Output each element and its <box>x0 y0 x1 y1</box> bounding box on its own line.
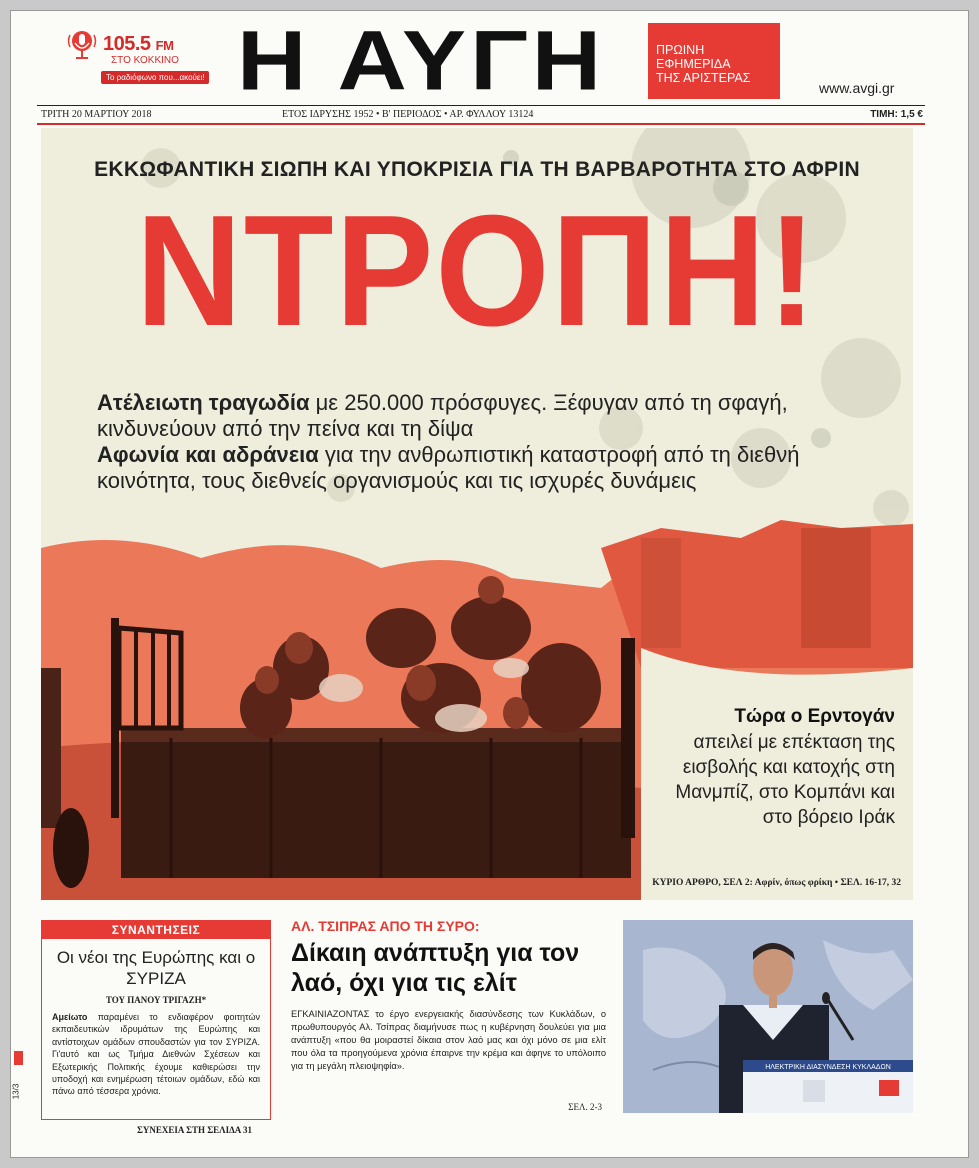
column-lead-word: Αμείωτο <box>52 1012 88 1022</box>
story-text: ΕΓΚΑΙΝΙΑΖΟΝΤΑΣ το έργο ενεργειακής διασύνδεσης των Κυκλάδων, ο πρωθυπουργός Αλ. Τσίπρας διαμήνυσε πως η κυβέρνηση δουλεύει για μια ανάπτυξη «που θα μοιραστεί δίκαια στον λαό μας και όχι μόνο σε μια ελίτ που όλα τα προηγούμενα χρόνια έπαιρνε την κρέμα και άφηνε το υπόλοιπο για τη μεγάλη πλειοψηφία». <box>291 1009 606 1071</box>
issue-date: ΤΡΙΤΗ 20 ΜΑΡΤΙΟΥ 2018 <box>41 109 152 120</box>
hero-lede <box>97 390 877 494</box>
microphone-icon <box>67 29 97 63</box>
newspaper-front-page <box>10 10 969 1158</box>
opinion-column[interactable] <box>41 920 271 1135</box>
tagline-line: ΕΦΗΜΕΡΙΔΑ <box>656 57 731 71</box>
hero-story[interactable] <box>41 128 913 900</box>
story-title[interactable]: Δίκαιη ανάπτυξη για τον λαό, όχι για τις ελίτ <box>291 939 580 997</box>
issue-info: ΕΤΟΣ ΙΔΡΥΣΗΣ 1952 • Β' ΠΕΡΙΟΔΟΣ • ΑΡ. ΦΥΛΛΟΥ 13124 <box>282 109 534 120</box>
hero-side-text: απειλεί με επέκταση της εισβολής και κατοχής στη Μανμπίζ, στο Κομπάνι και στο βόρειο Ιράκ <box>675 732 895 828</box>
side-mark-bar <box>14 1051 23 1065</box>
dateline-bar <box>37 105 925 125</box>
hero-kicker: ΕΚΚΩΦΑΝΤΙΚΗ ΣΙΩΠΗ ΚΑΙ ΥΠΟΚΡΙΣΙΑ ΓΙΑ ΤΗ ΒΑΡΒΑΡΟΤΗΤΑ ΣΤΟ ΑΦΡΙΝ <box>94 158 860 181</box>
newspaper-logo[interactable]: Η ΑΥΓΗ <box>237 13 606 108</box>
hero-side-title: Τώρα ο Ερντογάν <box>734 706 895 727</box>
tagline-box <box>648 23 780 99</box>
page-side-mark <box>11 1051 23 1111</box>
tagline-line: ΤΗΣ ΑΡΙΣΤΕΡΑΣ <box>656 71 751 85</box>
column-text <box>42 1005 270 1098</box>
tagline-line: ΠΡΩΙΝΗ <box>656 43 705 57</box>
column-byline: ΤΟΥ ΠΑΝΟΥ ΤΡΙΓΑΖΗ* <box>105 995 207 1005</box>
radio-promo[interactable] <box>67 27 217 87</box>
radio-station-name: ΣΤΟ ΚΟΚΚΙΝΟ <box>111 55 179 66</box>
hero-page-references[interactable]: ΚΥΡΙΟ ΑΡΘΡΟ, ΣΕΛ 2: Αφρίν, όπως φρίκη • ΣΕΛ. 16-17, 32 <box>652 878 901 888</box>
lede-text-2: για την ανθρωπιστική καταστροφή από τη διεθνή κοινότητα, τους διεθνείς οργανισμούς και τις ισχυρές δυνάμεις <box>97 442 800 493</box>
website-link[interactable]: www.avgi.gr <box>819 80 895 96</box>
tsipras-story[interactable] <box>291 918 606 1123</box>
lede-text-1: με 250.000 πρόσφυγες. Ξέφυγαν από τη σφαγή, κινδυνεύουν από την πείνα και τη δίψα <box>97 390 788 441</box>
story-kicker: ΑΛ. ΤΣΙΠΡΑΣ ΑΠΟ ΤΗ ΣΥΡΟ: <box>291 918 480 934</box>
lede-bold-1: Ατέλειωτη τραγωδία <box>97 390 310 415</box>
radio-slogan: Το ραδιόφωνο που...ακούει! <box>101 71 209 84</box>
story-page-reference[interactable]: ΣΕΛ. 2-3 <box>568 1102 602 1112</box>
continued-note[interactable]: ΣΥΝΕΧΕΙΑ ΣΤΗ ΣΕΛΙΔΑ 31 <box>136 1125 252 1135</box>
hero-headline[interactable]: ΝΤΡΟΠΗ! <box>135 183 819 359</box>
radio-frequency: 105.5 FM <box>103 33 174 55</box>
column-title[interactable]: Οι νέοι της Ευρώπης και ο ΣΥΡΙΖΑ <box>56 948 256 988</box>
section-label: ΣΥΝΑΝΤΗΣΕΙΣ <box>42 921 270 939</box>
lede-bold-2: Αφωνία και αδράνεια <box>97 442 319 467</box>
podium-sign: ΗΛΕΚΤΡΙΚΗ ΔΙΑΣΥΝΔΕΣΗ ΚΥΚΛΑΔΩΝ <box>765 1064 891 1071</box>
column-body: παραμένει το ενδιαφέρον φοιτητών εκπαιδευτικών ιδρυμάτων της Ευρώπης και αντίστοιχων ομάδων σπουδαστών για τον ΣΥΡΙΖΑ. Γι'αυτό και ως Τμήμα Διεθνών Σχέσεων και Εξωτερικής Πολιτικής έχουμε καθιερώσει την υποδοχή και ενημέρωση τέτοιων ομάδων, εδώ και πάνω από τέσσερα χρόνια. <box>52 1012 260 1097</box>
side-mark-number: 13/3 <box>11 1083 21 1100</box>
issue-price: ΤΙΜΗ: 1,5 € <box>870 109 923 120</box>
tsipras-photo <box>623 920 913 1113</box>
